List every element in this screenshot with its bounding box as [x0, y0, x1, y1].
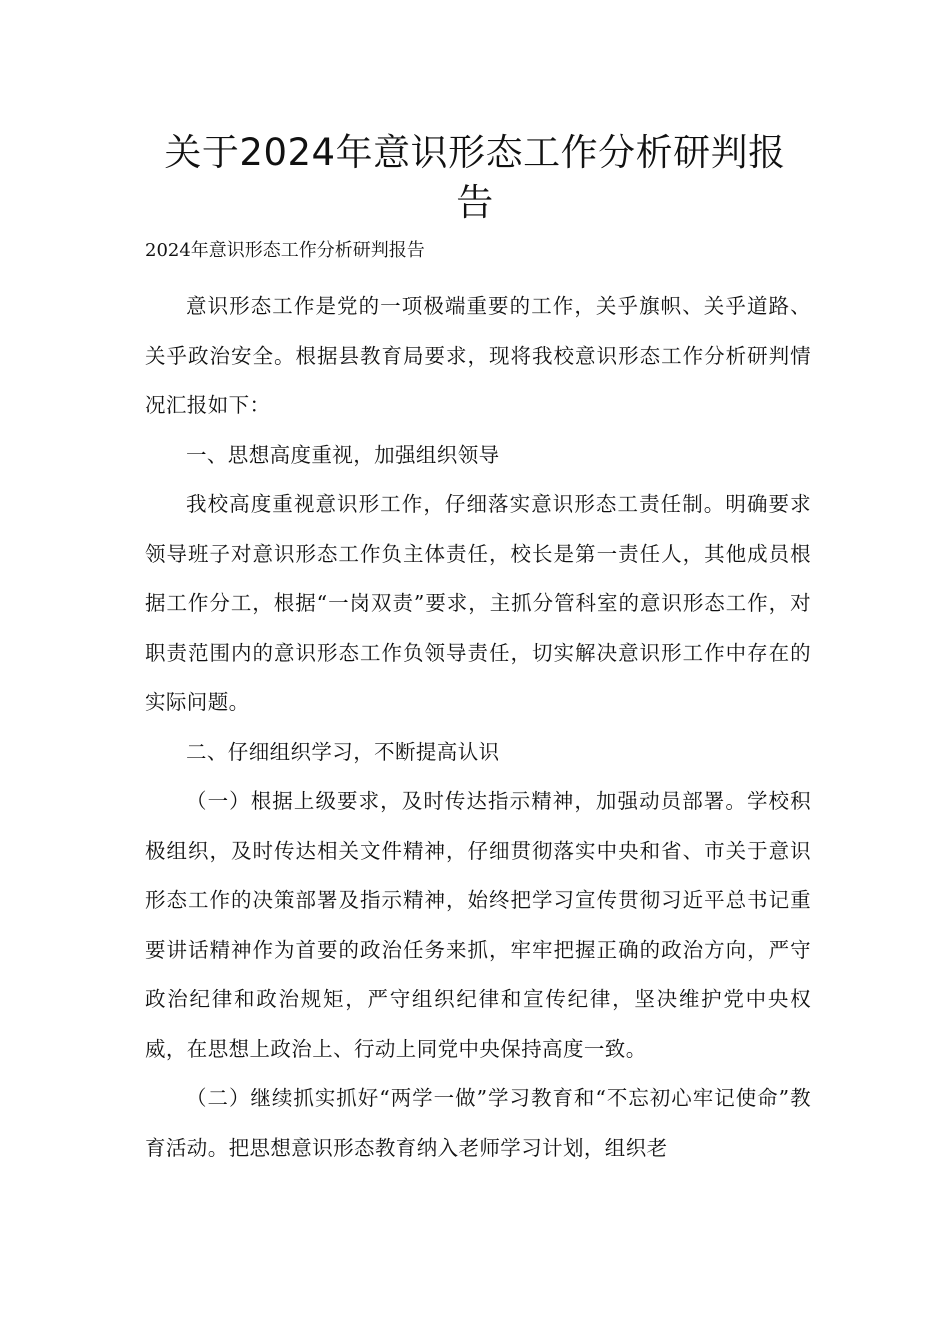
paragraph-intro: 意识形态工作是党的一项极端重要的工作，关乎旗帜、关乎道路、关乎政治安全。根据县教育局要求，现将我校意识形态工作分析研判情况汇报如下： — [145, 294, 811, 417]
title-line-2: 告 — [456, 181, 494, 224]
paragraph-subsection-1: （一）根据上级要求，及时传达指示精神，加强动员部署。学校积极组织，及时传达相关文件精神，仔细贯彻落实中央和省、市关于意识形态工作的决策部署及指示精神，始终把学习宣传贯彻习近平总书记重要讲话精神作为首要的政治任务来抓，牢牢把握正确的政治方向，严守政治纪律和政治规矩，严守组织纪律和宣传纪律，坚决维护党中央权威，在思想上政治上、行动上同党中央保持高度一致。 — [145, 789, 811, 1061]
section-heading-2: 二、仔细组织学习，不断提高认识 — [186, 739, 500, 764]
title-line-1: 关于2024年意识形态工作分析研判报 — [164, 131, 786, 174]
section-heading-1: 一、思想高度重视，加强组织领导 — [186, 442, 500, 467]
document-title — [100, 128, 850, 228]
document-body — [145, 282, 811, 1173]
paragraph-section-1: 我校高度重视意识形工作，仔细落实意识形态工责任制。明确要求领导班子对意识形态工作负主体责任，校长是第一责任人，其他成员根据工作分工，根据“一岗双责”要求，主抓分管科室的意识形态工作，对职责范围内的意识形态工作负领导责任，切实解决意识形工作中存在的实际问题。 — [145, 492, 811, 714]
paragraph-subsection-2: （二）继续抓实抓好“两学一做”学习教育和“不忘初心牢记使命”教育活动。把思想意识形态教育纳入老师学习计划，组织老 — [145, 1086, 811, 1160]
document-subtitle: 2024年意识形态工作分析研判报告 — [145, 240, 425, 261]
